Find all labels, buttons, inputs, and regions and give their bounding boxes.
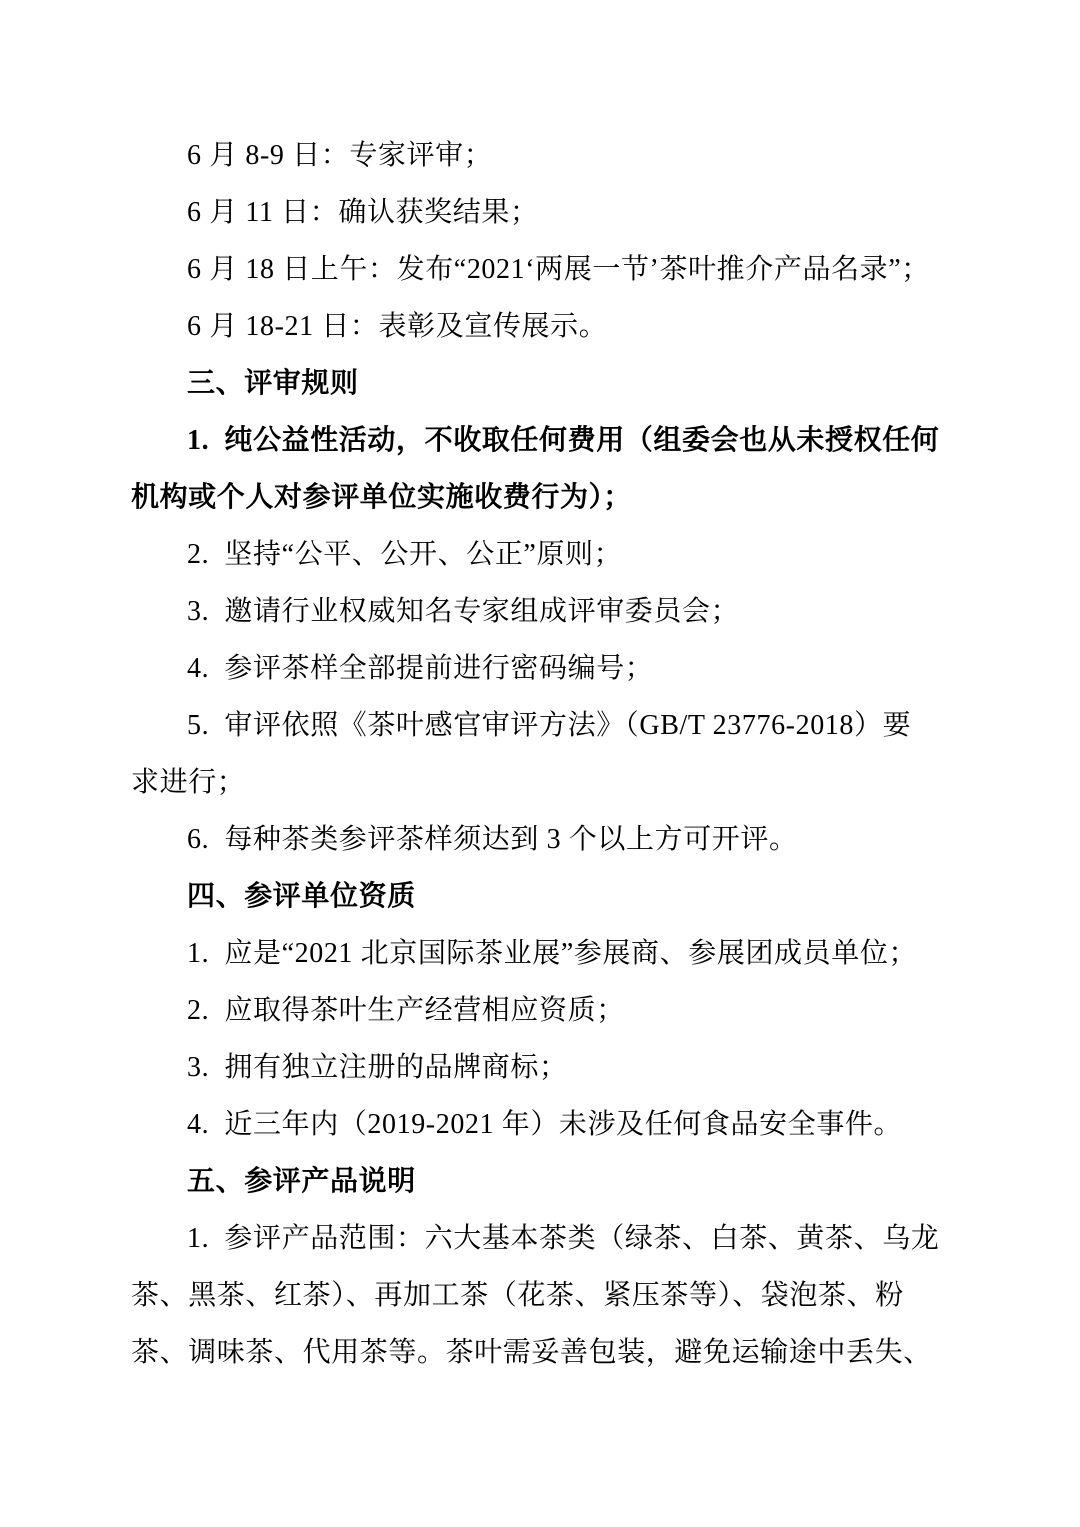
list-item: [131, 1210, 965, 1381]
list-item: [131, 697, 965, 811]
schedule-line: [131, 298, 965, 355]
text-line: 6. 每种茶类参评茶样须达到 3 个以上方可开评。: [187, 824, 798, 855]
list-item: [131, 583, 965, 640]
section-heading: [131, 868, 965, 925]
list-item: [131, 1039, 965, 1096]
text-line: 1. 纯公益性活动，不收取任何费用（组委会也从未授权任何: [187, 425, 940, 456]
text-line: 1. 参评产品范围：六大基本茶类（绿茶、白茶、黄茶、乌龙: [187, 1223, 940, 1254]
text-line: 求进行；: [131, 767, 246, 798]
schedule-line: [131, 241, 965, 298]
text-line: 茶、黑茶、红茶）、再加工茶（花茶、紧压茶等）、袋泡茶、粉: [131, 1280, 904, 1311]
text-line: 6 月 8-9 日：专家评审；: [187, 140, 493, 171]
text-line: 5. 审评依照《茶叶感官审评方法》（GB/T 23776-2018）要: [187, 710, 912, 741]
list-item: [131, 811, 965, 868]
text-line: 3. 拥有独立注册的品牌商标；: [187, 1052, 568, 1083]
text-line: 6 月 18-21 日：表彰及宣传展示。: [187, 311, 608, 342]
schedule-line: [131, 127, 965, 184]
schedule-line: [131, 184, 965, 241]
text-line: 4. 参评茶样全部提前进行密码编号；: [187, 653, 654, 684]
text-line: 1. 应是“2021 北京国际茶业展”参展商、参展团成员单位；: [187, 938, 918, 969]
text-line: 2. 坚持“公平、公开、公正”原则；: [187, 539, 623, 570]
text-line: 6 月 11 日：确认获奖结果；: [187, 197, 539, 228]
document-body: [131, 127, 965, 1381]
section-heading: [131, 1153, 965, 1210]
list-item: [131, 1096, 965, 1153]
text-line: 6 月 18 日上午：发布“2021‘两展一节’茶叶推介产品名录”；: [187, 254, 930, 285]
text-line: 4. 近三年内（2019-2021 年）未涉及任何食品安全事件。: [187, 1109, 903, 1140]
list-item: [131, 640, 965, 697]
list-item: [131, 526, 965, 583]
text-line: 机构或个人对参评单位实施收费行为）；: [131, 482, 632, 513]
text-line: 五、参评产品说明: [187, 1166, 416, 1197]
text-line: 3. 邀请行业权威知名专家组成评审委员会；: [187, 596, 740, 627]
list-item: [131, 982, 965, 1039]
text-line: 四、参评单位资质: [187, 881, 416, 912]
text-line: 三、评审规则: [187, 368, 359, 399]
list-item: [131, 925, 965, 982]
text-line: 2. 应取得茶叶生产经营相应资质；: [187, 995, 625, 1026]
section-heading: [131, 355, 965, 412]
list-item: [131, 412, 965, 526]
text-line: 茶、调味茶、代用茶等。茶叶需妥善包装，避免运输途中丢失、: [131, 1337, 932, 1368]
